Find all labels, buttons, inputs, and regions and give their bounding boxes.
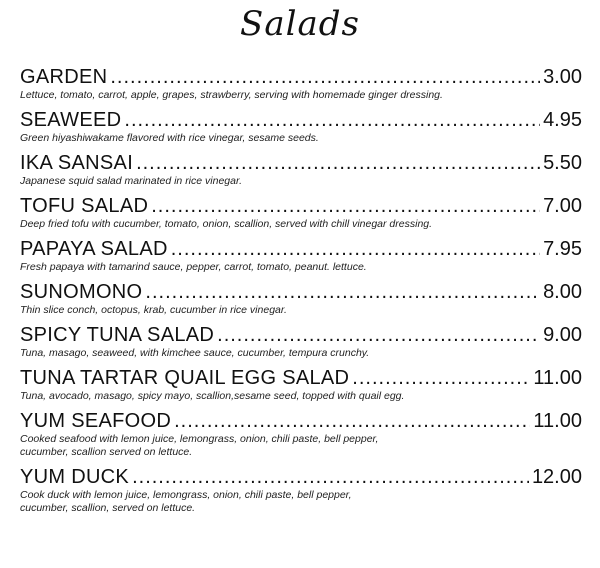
menu-item-row xyxy=(20,66,582,88)
menu-item-description: Lettuce, tomato, carrot, apple, grapes, strawberry, serving with homemade ginger dressing. xyxy=(20,89,443,101)
menu-item-price: 7.95 xyxy=(543,238,582,260)
dot-leader xyxy=(217,324,540,346)
menu-item-description: Japanese squid salad marinated in rice vinegar. xyxy=(20,175,242,187)
menu-item xyxy=(20,410,582,459)
menu-item xyxy=(20,367,582,403)
menu-item-name: SUNOMONO xyxy=(20,281,143,303)
menu-item-name: SPICY TUNA SALAD xyxy=(20,324,215,346)
menu-item-list xyxy=(20,66,582,522)
dot-leader xyxy=(171,238,540,260)
menu-item xyxy=(20,195,582,231)
menu-item-row xyxy=(20,410,582,432)
menu-item xyxy=(20,109,582,145)
menu-item-row xyxy=(20,466,582,488)
menu-item-price: 8.00 xyxy=(543,281,582,303)
menu-item xyxy=(20,152,582,188)
menu-item-description: Thin slice conch, octopus, krab, cucumber in rice vinegar. xyxy=(20,304,287,316)
menu-item-price: 7.00 xyxy=(543,195,582,217)
dot-leader xyxy=(145,281,540,303)
menu-item-row xyxy=(20,238,582,260)
menu-item-description: Tuna, avocado, masago, spicy mayo, scallion,sesame seed, topped with quail egg. xyxy=(20,390,405,402)
menu-item-row xyxy=(20,324,582,346)
menu-item-price: 4.95 xyxy=(543,109,582,131)
menu-item-row xyxy=(20,195,582,217)
menu-item-name: GARDEN xyxy=(20,66,108,88)
menu-item xyxy=(20,238,582,274)
dot-leader xyxy=(110,66,540,88)
menu-item-row xyxy=(20,281,582,303)
dot-leader xyxy=(136,152,540,174)
dot-leader xyxy=(124,109,540,131)
menu-item xyxy=(20,66,582,102)
menu-item-name: TUNA TARTAR QUAIL EGG SALAD xyxy=(20,367,350,389)
menu-item-price: 12.00 xyxy=(531,466,582,488)
menu-item xyxy=(20,281,582,317)
menu-item-price: 11.00 xyxy=(533,367,582,389)
dot-leader xyxy=(132,466,529,488)
menu-item-name: PAPAYA SALAD xyxy=(20,238,168,260)
dot-leader xyxy=(174,410,530,432)
menu-section-title: Salads xyxy=(240,4,360,44)
menu-item-description: Green hiyashiwakame flavored with rice vinegar, sesame seeds. xyxy=(20,132,319,144)
menu-item-row xyxy=(20,367,582,389)
menu-item-price: 5.50 xyxy=(543,152,582,174)
menu-item-name: IKA SANSAI xyxy=(20,152,134,174)
menu-item-price: 9.00 xyxy=(543,324,582,346)
menu-item xyxy=(20,324,582,360)
menu-item-description: Tuna, masago, seaweed, with kimchee sauce, cucumber, tempura crunchy. xyxy=(20,347,370,359)
menu-item-description: Cooked seafood with lemon juice, lemongrass, onion, chili paste, bell pepper, cucumber, scallion served on lettuce. xyxy=(20,433,379,458)
menu-item-description: Deep fried tofu with cucumber, tomato, onion, scallion, served with chill vinegar dressing. xyxy=(20,218,433,230)
menu-item-name: YUM SEAFOOD xyxy=(20,410,172,432)
dot-leader xyxy=(352,367,530,389)
menu-item-description: Fresh papaya with tamarind sauce, pepper, carrot, tomato, peanut. lettuce. xyxy=(20,261,367,273)
menu-item-row xyxy=(20,152,582,174)
menu-item-price: 11.00 xyxy=(533,410,582,432)
menu-item-name: YUM DUCK xyxy=(20,466,130,488)
menu-item-name: SEAWEED xyxy=(20,109,122,131)
menu-item-name: TOFU SALAD xyxy=(20,195,149,217)
menu-item-price: 3.00 xyxy=(543,66,582,88)
menu-item xyxy=(20,466,582,515)
menu-item-row xyxy=(20,109,582,131)
dot-leader xyxy=(151,195,540,217)
menu-item-description: Cook duck with lemon juice, lemongrass, onion, chili paste, bell pepper, cucumber, scallion, served on lettuce. xyxy=(20,489,352,514)
